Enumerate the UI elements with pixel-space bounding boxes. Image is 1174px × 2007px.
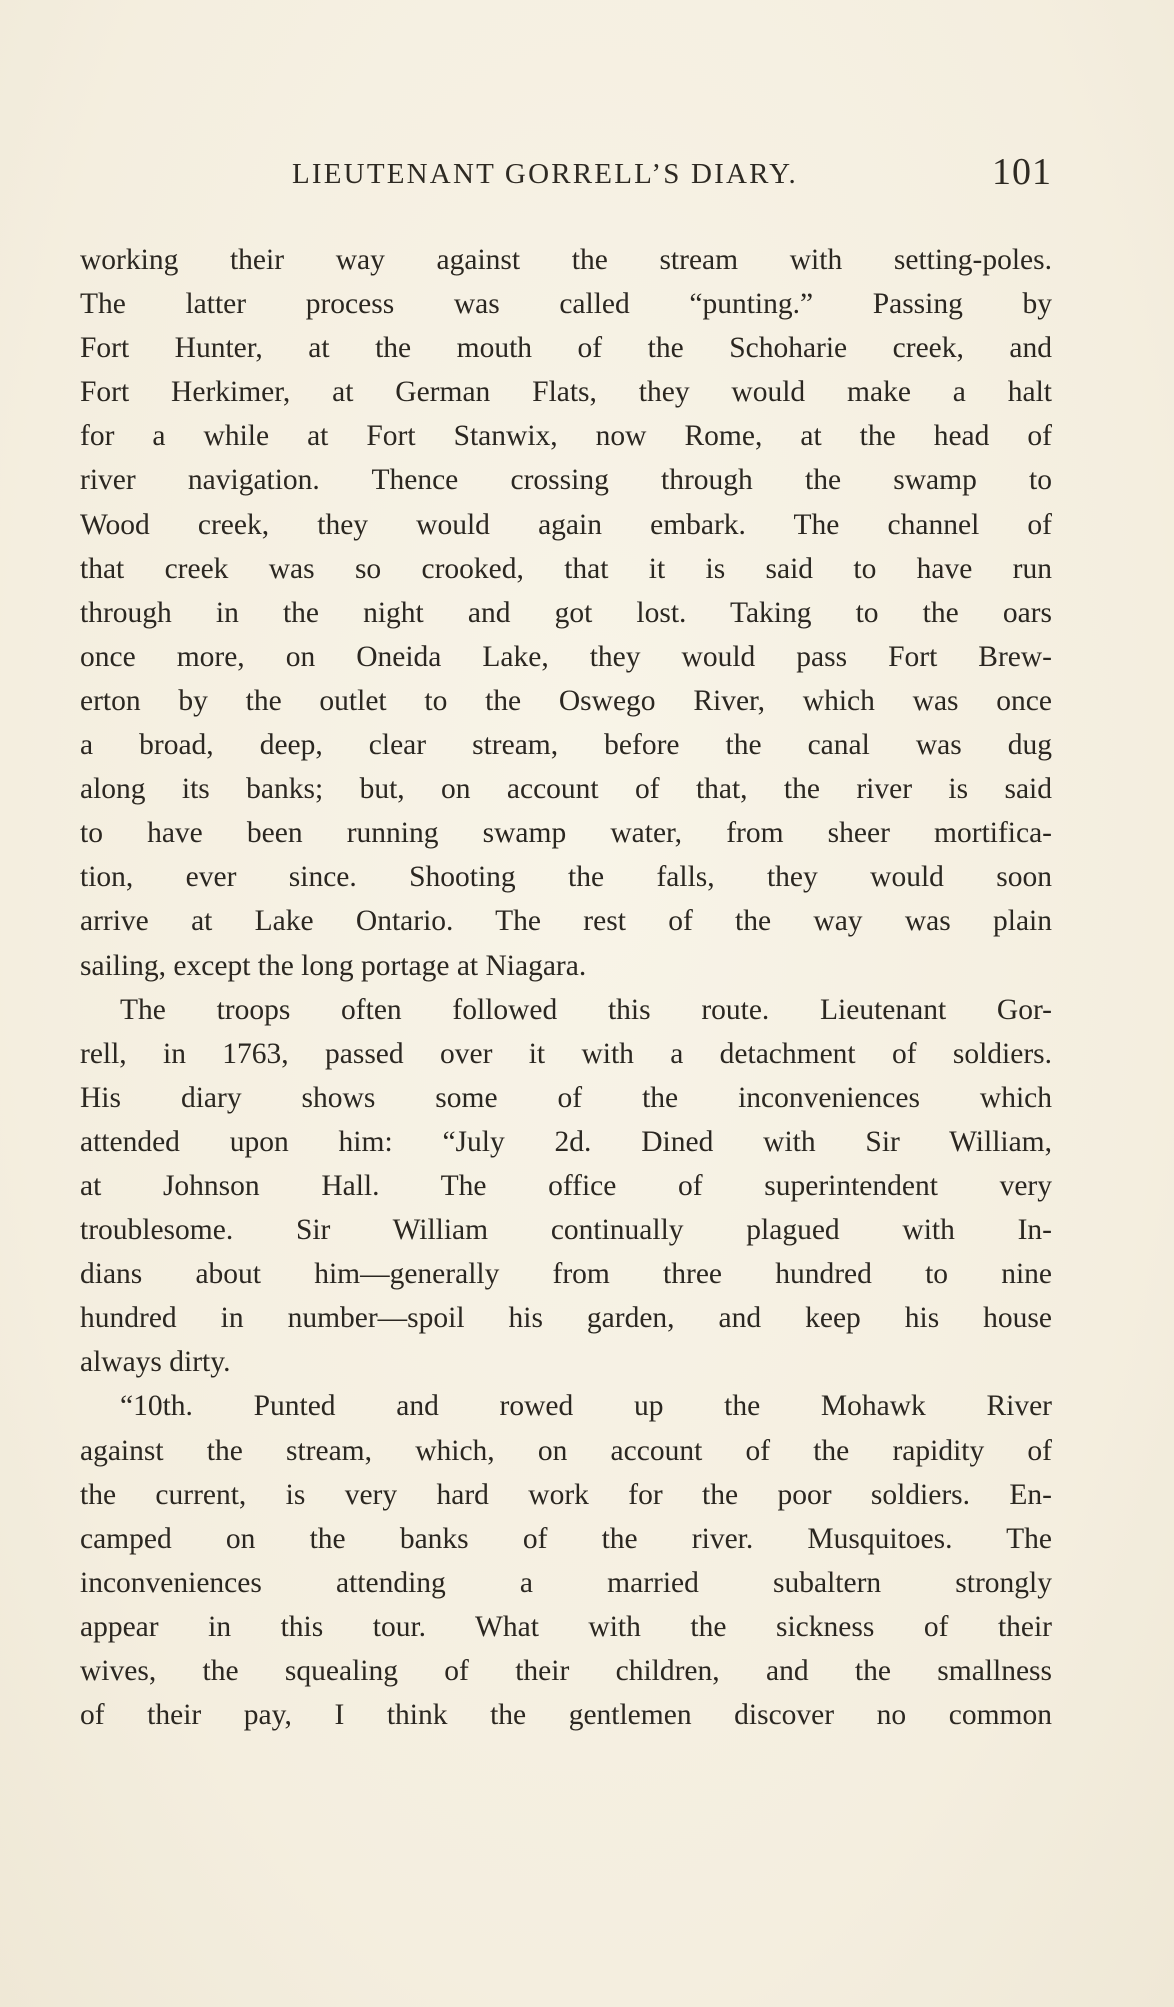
text-line: troublesome. Sir William continually plagued with In- [80, 1214, 1052, 1247]
text-line: of their pay, I think the gentlemen discover no common [80, 1699, 1052, 1732]
body-text [80, 238, 1052, 1737]
text-line: Fort Hunter, at the mouth of the Schoharie creek, and [80, 332, 1052, 365]
text-line: for a while at Fort Stanwix, now Rome, at the head of [80, 420, 1052, 453]
text-line: to have been running swamp water, from sheer mortifica- [80, 817, 1052, 850]
paragraph-start-line: “10th. Punted and rowed up the Mohawk River [120, 1390, 1052, 1423]
text-line: against the stream, which, on account of the rapidity of [80, 1434, 1052, 1467]
text-line: through in the night and got lost. Taking to the oars [80, 596, 1052, 629]
text-line: His diary shows some of the inconveniences which [80, 1081, 1052, 1114]
text-line: The latter process was called “punting.” Passing by [80, 288, 1052, 321]
text-line: the current, is very hard work for the poor soldiers. En- [80, 1478, 1052, 1511]
text-line: dians about him—generally from three hundred to nine [80, 1258, 1052, 1291]
text-line: along its banks; but, on account of that, the river is said [80, 773, 1052, 806]
paragraph-start-line: The troops often followed this route. Lieutenant Gor- [120, 993, 1052, 1026]
page-number: 101 [992, 151, 1052, 193]
text-line: camped on the banks of the river. Musquitoes. The [80, 1522, 1052, 1555]
text-line: rell, in 1763, passed over it with a detachment of soldiers. [80, 1037, 1052, 1070]
text-line: Wood creek, they would again embark. The channel of [80, 508, 1052, 541]
text-line: that creek was so crooked, that it is said to have run [80, 552, 1052, 585]
text-line: a broad, deep, clear stream, before the canal was dug [80, 729, 1052, 762]
text-line: at Johnson Hall. The office of superintendent very [80, 1169, 1052, 1202]
text-line: always dirty. [80, 1346, 231, 1379]
text-line: appear in this tour. What with the sickness of their [80, 1610, 1052, 1643]
text-line: river navigation. Thence crossing through the swamp to [80, 464, 1052, 497]
text-line: working their way against the stream with setting-poles. [80, 244, 1052, 276]
text-line: erton by the outlet to the Oswego River, which was once [80, 684, 1052, 717]
text-line: sailing, except the long portage at Niagara. [80, 949, 587, 982]
text-line: arrive at Lake Ontario. The rest of the way was plain [80, 905, 1052, 938]
running-title: LIEUTENANT GORRELL’S DIARY. [292, 158, 798, 190]
text-line: attended upon him: “July 2d. Dined with Sir William, [80, 1125, 1052, 1158]
text-line: hundred in number—spoil his garden, and keep his house [80, 1302, 1052, 1335]
text-line: wives, the squealing of their children, and the smallness [80, 1655, 1052, 1687]
text-line: Fort Herkimer, at German Flats, they would make a halt [80, 376, 1052, 409]
text-line: inconveniences attending a married subaltern strongly [80, 1566, 1052, 1599]
text-line: once more, on Oneida Lake, they would pass Fort Brew- [80, 640, 1052, 673]
running-header [80, 150, 1052, 198]
text-line: tion, ever since. Shooting the falls, they would soon [80, 861, 1052, 894]
